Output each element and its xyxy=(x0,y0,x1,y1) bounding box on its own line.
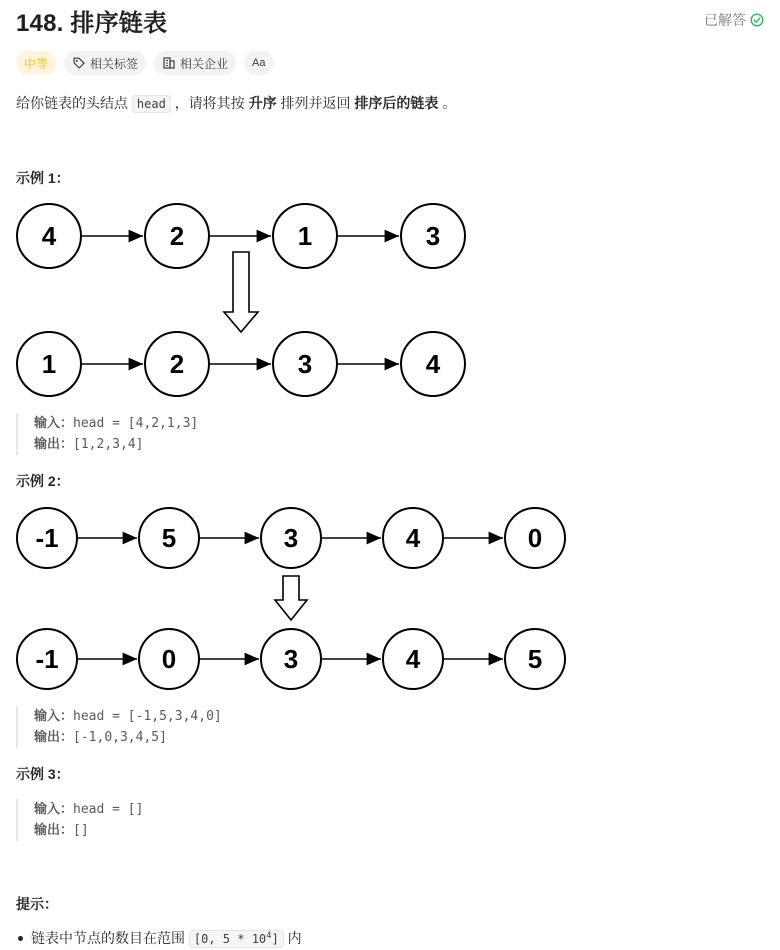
related-companies-label: 相关企业 xyxy=(180,56,229,71)
solved-label: 已解答 xyxy=(704,12,746,28)
problem-title: 148. 排序链表 xyxy=(16,9,168,37)
node-value: -1 xyxy=(35,644,59,674)
ex2-before-row xyxy=(17,508,565,568)
bullet-icon xyxy=(18,936,23,941)
hint-code-end: ] xyxy=(271,932,279,946)
node-value: 3 xyxy=(297,349,313,379)
example-1-diagram xyxy=(0,200,780,400)
down-arrow xyxy=(275,576,307,620)
list-node xyxy=(273,204,337,268)
example-2-heading: 示例 2： xyxy=(16,473,70,489)
ex1-after-row xyxy=(17,332,465,396)
font-size-button[interactable] xyxy=(244,51,273,75)
list-node xyxy=(145,204,209,268)
list-node xyxy=(505,629,565,689)
tag-icon xyxy=(72,56,86,70)
desc-part-3: 排列并返回 xyxy=(276,95,355,111)
node-value: 4 xyxy=(425,349,441,379)
node-value: 1 xyxy=(41,349,57,379)
node-value: 5 xyxy=(527,644,543,674)
example-2-io xyxy=(16,706,222,748)
example-3-heading: 示例 3： xyxy=(16,766,70,782)
tag-bar xyxy=(16,51,274,75)
related-tags-button[interactable] xyxy=(64,51,146,75)
node-value: 4 xyxy=(405,523,421,553)
related-tags-label: 相关标签 xyxy=(90,56,139,71)
node-value: 3 xyxy=(425,221,441,251)
list-node xyxy=(401,204,465,268)
output-label: 输出： xyxy=(34,729,74,744)
hint-item xyxy=(18,928,302,948)
hint-code-sup: 4 xyxy=(266,931,272,941)
desc-part-1: 给你链表的头结点 xyxy=(16,95,132,111)
example-3-io xyxy=(16,799,143,841)
output-value: [1,2,3,4] xyxy=(73,437,144,452)
node-value: 2 xyxy=(169,221,185,251)
down-arrow xyxy=(224,252,258,332)
input-value: head = [4,2,1,3] xyxy=(73,416,199,431)
example-2-diagram xyxy=(0,503,780,693)
node-value: 0 xyxy=(161,644,177,674)
example-1-io xyxy=(16,413,198,455)
ex2-after-row xyxy=(17,629,565,689)
node-value: 4 xyxy=(405,644,421,674)
desc-part-4: 。 xyxy=(438,95,457,111)
hint-code-main: [0, 5 * 10 xyxy=(193,932,267,946)
input-value: head = [-1,5,3,4,0] xyxy=(73,709,222,724)
output-value: [] xyxy=(73,823,89,838)
example-1-heading: 示例 1： xyxy=(16,170,70,186)
input-label: 输入： xyxy=(34,801,74,816)
list-node xyxy=(505,508,565,568)
list-node xyxy=(383,508,443,568)
desc-bold-sorted-list: 排序后的链表 xyxy=(354,95,439,111)
desc-bold-ascending: 升序 xyxy=(248,95,277,111)
node-value: 0 xyxy=(527,523,543,553)
list-node xyxy=(383,629,443,689)
list-node xyxy=(261,629,321,689)
list-node xyxy=(261,508,321,568)
node-value: 5 xyxy=(161,523,177,553)
hint-text-after: 内 xyxy=(283,930,302,946)
problem-description xyxy=(16,92,456,115)
font-size-icon: Aa xyxy=(252,57,266,69)
output-label: 输出： xyxy=(34,436,74,451)
output-label: 输出： xyxy=(34,822,74,837)
difficulty-badge[interactable]: 中等 xyxy=(16,51,56,75)
check-circle-icon xyxy=(750,13,764,27)
input-label: 输入： xyxy=(34,708,74,723)
list-node xyxy=(273,332,337,396)
hint-text-before: 链表中节点的数目在范围 xyxy=(31,930,189,946)
hints-heading: 提示： xyxy=(16,896,58,912)
solved-status xyxy=(704,10,764,30)
list-node xyxy=(17,629,77,689)
title-row xyxy=(16,4,764,36)
related-companies-button[interactable] xyxy=(154,51,236,75)
desc-part-2: ，请将其按 xyxy=(170,95,249,111)
list-node xyxy=(17,204,81,268)
output-value: [-1,0,3,4,5] xyxy=(73,730,167,745)
node-value: 1 xyxy=(297,221,313,251)
node-value: 2 xyxy=(169,349,185,379)
node-value: 4 xyxy=(41,221,57,251)
input-label: 输入： xyxy=(34,415,74,430)
hint-code xyxy=(189,930,284,948)
list-node xyxy=(139,629,199,689)
node-value: -1 xyxy=(35,523,59,553)
input-value: head = [] xyxy=(73,802,144,817)
list-node xyxy=(17,332,81,396)
desc-code-head: head xyxy=(132,95,171,113)
node-value: 3 xyxy=(283,523,299,553)
node-value: 3 xyxy=(283,644,299,674)
list-node xyxy=(139,508,199,568)
list-node xyxy=(401,332,465,396)
list-node xyxy=(145,332,209,396)
building-icon xyxy=(162,56,176,70)
list-node xyxy=(17,508,77,568)
